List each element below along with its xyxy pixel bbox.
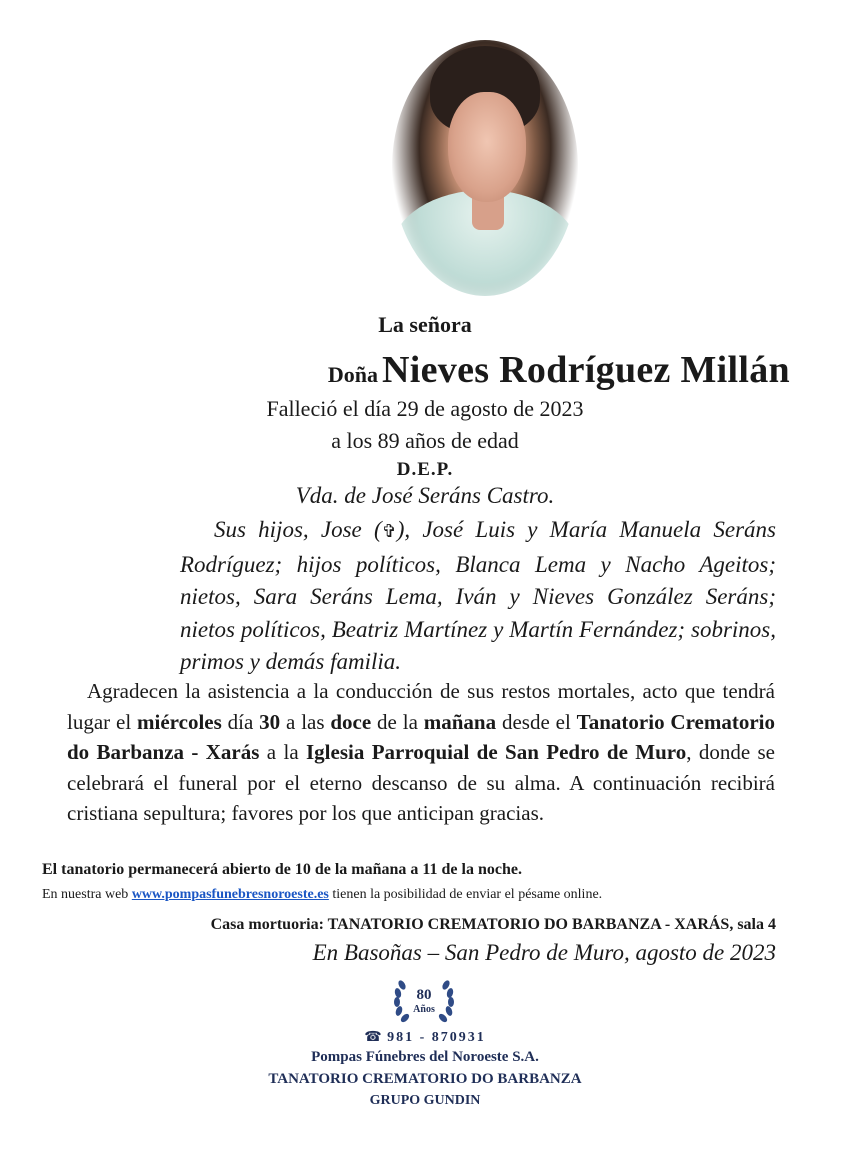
web-prefix: En nuestra web <box>42 887 132 902</box>
announcement-text: día <box>221 709 260 734</box>
announcement-text: de la <box>371 709 424 734</box>
portrait-face <box>448 92 526 202</box>
ceremony-church: Iglesia Parroquial de San Pedro de Muro <box>306 740 687 764</box>
website-link[interactable]: www.pompasfunebresnoroeste.es <box>131 887 329 902</box>
announcement-text: a las <box>280 709 331 734</box>
web-condolence-note <box>42 887 602 903</box>
tanatorio-name: TANATORIO CREMATORIO DO BARBANZA <box>268 1071 582 1087</box>
cross-icon: ✞ <box>381 521 397 542</box>
deceased-name-row <box>150 348 790 392</box>
death-date: Falleció el día 29 de agosto de 2023 <box>266 396 584 421</box>
announcement-text: , donde se celebrará el funeral por el eterno descanso de su alma. A continuación recibirá cristiana sepultura; favores por los que anticipan gracias. <box>67 740 775 825</box>
deceased-portrait <box>392 40 578 296</box>
honorific: Doña <box>327 362 379 387</box>
age-line: a los 89 años de edad <box>331 428 519 453</box>
company-name: Pompas Fúnebres del Noroeste S.A. <box>311 1049 539 1065</box>
web-suffix: tienen la posibilidad de enviar el pésame online. <box>328 887 603 902</box>
phone-number: 981 - 870931 <box>387 1030 486 1045</box>
ceremony-hour: doce <box>330 709 372 734</box>
intro-title: La señora <box>378 312 472 337</box>
emblem-word: Años <box>413 1004 435 1015</box>
widow-line: Vda. de José Seráns Castro. <box>295 483 555 508</box>
opening-hours: El tanatorio permanecerá abierto de 10 de la mañana a 11 de la noche. <box>42 861 522 878</box>
ceremony-origin: Tanatorio Crematorio do Barbanza - Xarás <box>67 709 775 764</box>
ceremony-day-name: miércoles <box>137 709 222 734</box>
place-and-date: En Basoñas – San Pedro de Muro, agosto de 2023 <box>312 940 776 965</box>
announcement-text: Agradecen la asistencia a la conducción de sus restos mortales, acto que tendrá lugar el <box>67 679 775 734</box>
anniversary-laurel-emblem <box>388 975 460 1025</box>
group-name: GRUPO GUNDIN <box>369 1093 481 1108</box>
ceremony-announcement <box>67 676 775 829</box>
ceremony-period: mañana <box>423 709 497 734</box>
emblem-number: 80 <box>416 987 432 1003</box>
dep-line: D.E.P. <box>396 459 454 480</box>
phone-line <box>0 1029 850 1046</box>
mortuary-value: TANATORIO CREMATORIO DO BARBANZA - XARÁS, sala 4 <box>323 916 776 933</box>
deceased-name: Nieves Rodríguez Millán <box>382 349 790 391</box>
family-text-2: ), José Luis y María Manuela Seráns Rodríguez; hijos políticos, Blanca Lema y Nacho Ageitos; nietos, Sara Seráns Lema, Iván y Nieves González Seráns; nietos políticos, Beatriz Martínez y Martín Fernández; sobrinos, primos y demás familia. <box>180 517 776 674</box>
family-list <box>180 514 776 679</box>
announcement-text: desde el <box>496 709 577 734</box>
mortuary-label: Casa mortuoria: <box>210 916 324 933</box>
mortuary-location <box>211 916 776 934</box>
family-text-1: Sus hijos, Jose ( <box>214 517 382 542</box>
announcement-text: a la <box>259 740 306 764</box>
ceremony-day-number: 30 <box>259 709 281 734</box>
phone-icon: ☎ <box>364 1029 382 1045</box>
